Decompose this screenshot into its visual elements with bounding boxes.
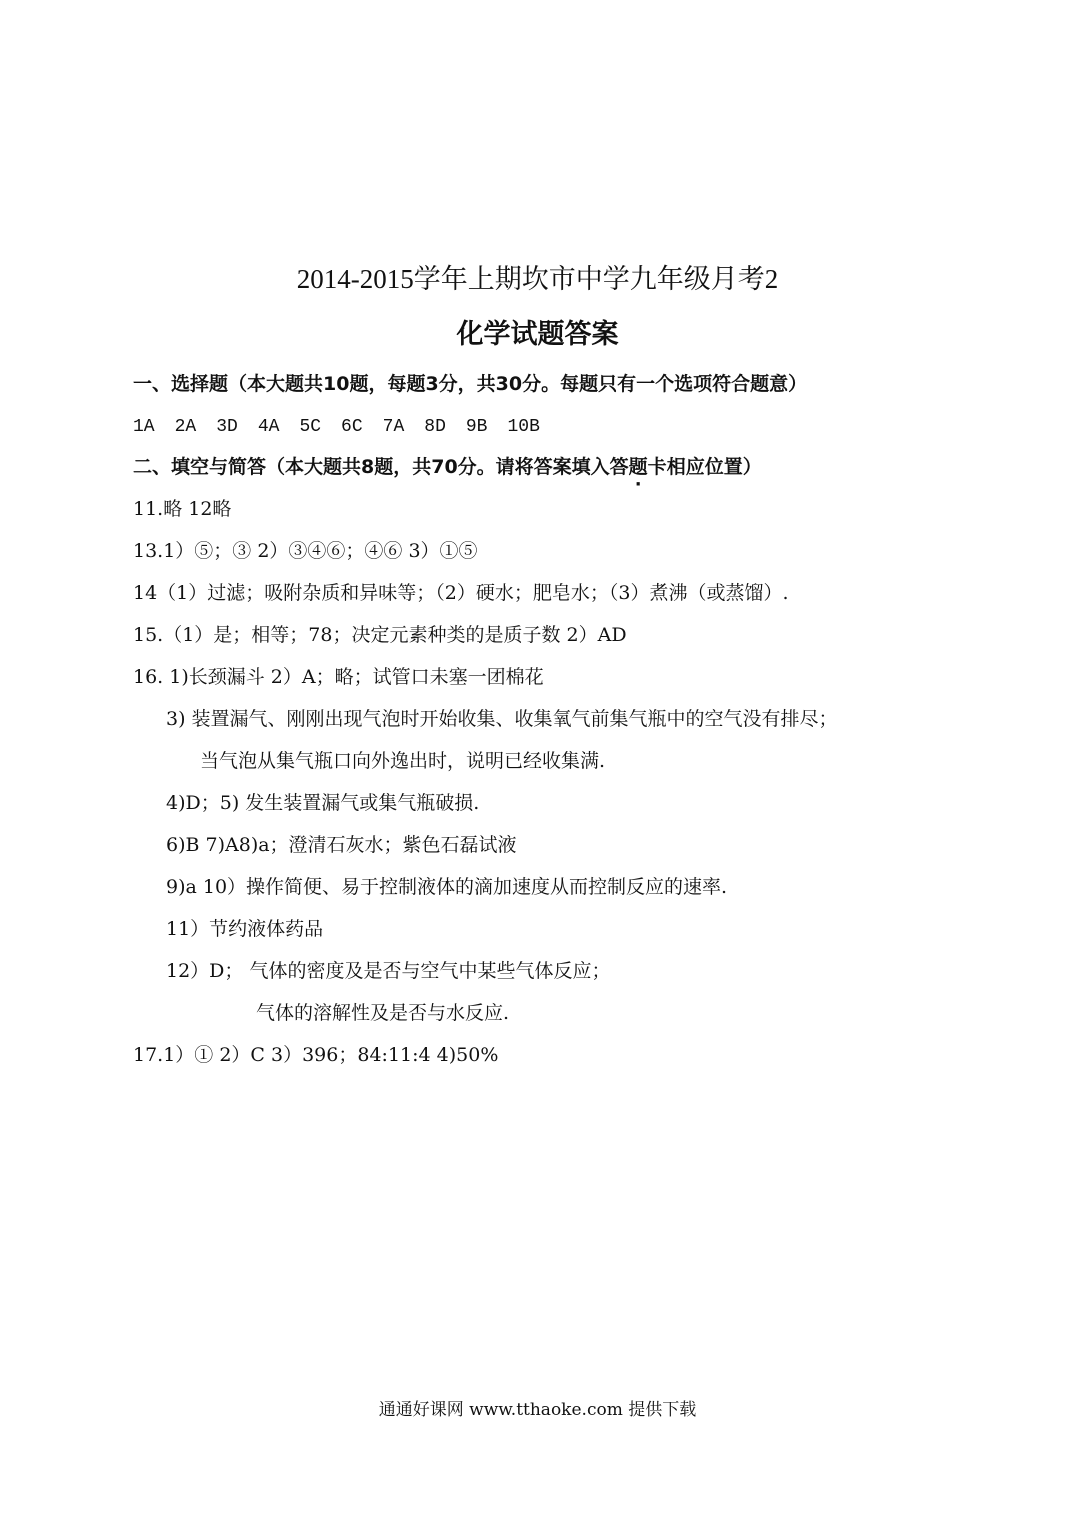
mcq-answers [133, 413, 560, 439]
answer-line-16-12-cont: 气体的溶解性及是否与水反应. [256, 1002, 510, 1024]
answer-line-17: 17.1）① 2）C 3）396；84:11:4 4)50% [133, 1044, 499, 1066]
mcq-answer: 7A [382, 417, 405, 437]
answer-line-15: 15.（1）是；相等；78；决定元素种类的是质子数 2）AD [133, 624, 627, 646]
answer-line-16: 16. 1)长颈漏斗 2）A；略；试管口未塞一团棉花 [133, 666, 544, 688]
footer-source: 通通好课网 www.tthaoke.com 提供下载 [378, 1400, 697, 1420]
mcq-answer: 5C [299, 417, 322, 437]
section1-heading: 一、选择题（本大题共10题，每题3分，共30分。每题只有一个选项符合题意） [133, 373, 808, 395]
document-subtitle: 化学试题答案 [456, 319, 619, 350]
mcq-answer: 10B [507, 417, 540, 437]
mcq-answer: 6C [341, 417, 363, 437]
answer-line-11-12: 11.略 12略 [133, 498, 232, 520]
section2-heading-emphasis: 答题卡 [609, 456, 667, 478]
answer-line-16-11: 11）节约液体药品 [166, 918, 324, 940]
mcq-answer: 1A [133, 417, 155, 437]
mcq-answer: 3D [216, 417, 238, 437]
answer-line-13: 13.1）⑤；③ 2）③④⑥；④⑥ 3）①⑤ [133, 540, 478, 562]
mcq-answer: 8D [424, 417, 446, 437]
answer-line-16-3: 3) 装置漏气、刚刚出现气泡时开始收集、收集氧气前集气瓶中的空气没有排尽； [166, 708, 838, 730]
answer-line-16-3-cont: 当气泡从集气瓶口向外逸出时，说明已经收集满. [200, 750, 606, 772]
section2-heading [133, 455, 762, 479]
mcq-answer: 4A [257, 417, 280, 437]
mcq-answer: 9B [465, 417, 488, 437]
document-title: 2014-2015学年上期坎市中学九年级月考2 [296, 264, 779, 294]
mcq-answer: 2A [174, 417, 197, 437]
section2-heading-pre: 二、填空与简答（本大题共8题，共70分。请将答案填入 [133, 456, 610, 478]
answer-line-16-9-10: 9)a 10）操作简便、易于控制液体的滴加速度从而控制反应的速率. [166, 876, 728, 898]
section2-heading-post: 相应位置） [666, 456, 762, 478]
answer-line-16-4-5: 4)D；5) 发生装置漏气或集气瓶破损. [166, 792, 480, 814]
answer-line-16-12: 12）D； 气体的密度及是否与空气中某些气体反应； [166, 960, 611, 982]
answer-line-14: 14（1）过滤；吸附杂质和异味等；（2）硬水；肥皂水；（3）煮沸（或蒸馏）. [133, 582, 789, 604]
answer-line-16-6-8: 6)B 7)A8)a；澄清石灰水；紫色石磊试液 [166, 834, 517, 856]
